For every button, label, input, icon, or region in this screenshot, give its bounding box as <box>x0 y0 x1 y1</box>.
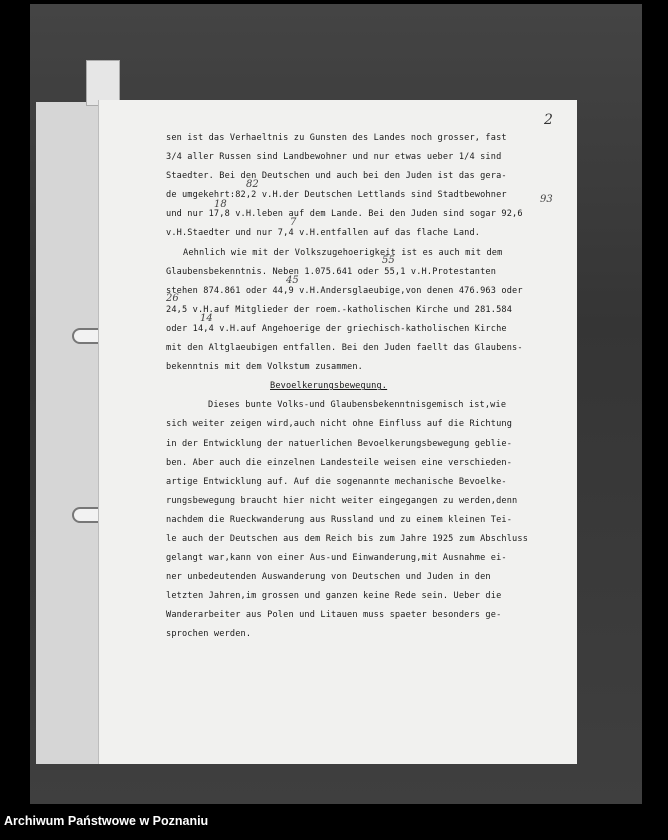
text-line: Staedter. Bei den Deutschen und auch bei den Juden ist das gera- <box>166 171 507 182</box>
text-line: mit den Altglaeubigen entfallen. Bei den Juden faellt das Glaubens- <box>166 343 523 354</box>
text-line: le auch der Deutschen aus dem Reich bis zum Jahre 1925 zum Abschluss <box>166 533 529 544</box>
handwritten-note: 26 <box>166 293 179 304</box>
text-line: rungsbewegung braucht hier nicht weiter eingegangen zu werden,denn <box>166 495 518 506</box>
text-line: und nur 17,8 v.H.leben auf dem Lande. Bei den Juden sind sogar 92,6 <box>166 209 523 220</box>
text-line: Wanderarbeiter aus Polen und Litauen muss spaeter besonders ge- <box>166 610 502 621</box>
text-line: nachdem die Rueckwanderung aus Russland und zu einem kleinen Tei- <box>166 514 513 525</box>
text-line: v.H.Staedter und nur 7,4 v.H.entfallen auf das flache Land. <box>166 228 481 239</box>
text-line: in der Entwicklung der natuerlichen Bevoelkerungsbewegung geblie- <box>166 438 513 449</box>
text-line: gelangt war,kann von einer Aus-und Einwanderung,mit Ausnahme ei- <box>166 553 507 564</box>
text-line: Aehnlich wie mit der Volkszugehoerigkeit ist es auch mit dem <box>183 247 503 258</box>
text-line: artige Entwicklung auf. Auf die sogenannte mechanische Bevoelke- <box>166 476 507 487</box>
text-line: sich weiter zeigen wird,auch nicht ohne Einfluss auf die Richtung <box>166 419 513 430</box>
handwritten-note: 18 <box>214 199 227 210</box>
text-line: ben. Aber auch die einzelnen Landesteile weisen eine verschieden- <box>166 457 513 468</box>
handwritten-note: 45 <box>286 275 299 286</box>
text-line: sprochen werden. <box>166 629 252 640</box>
handwritten-note: 7 <box>290 217 297 228</box>
document-body <box>166 129 576 645</box>
text-line: bekenntnis mit dem Volkstum zusammen. <box>166 362 363 373</box>
text-line: sen ist das Verhaeltnis zu Gunsten des Landes noch grosser, fast <box>166 133 507 143</box>
handwritten-note: 14 <box>200 313 213 324</box>
text-line: stehen 874.861 oder 44,9 v.H.Andersglaeubige,von denen 476.963 oder <box>166 285 523 296</box>
section-heading: Bevoelkerungsbewegung. <box>270 381 388 392</box>
text-line: 3/4 aller Russen sind Landbewohner und nur etwas ueber 1/4 sind <box>166 152 502 163</box>
text-line: Dieses bunte Volks-und Glaubensbekenntnisgemisch ist,wie <box>208 400 507 411</box>
text-line: Glaubensbekenntnis. Neben 1.075.641 oder 55,1 v.H.Protestanten <box>166 266 497 277</box>
text-line: 24,5 v.H.auf Mitglieder der roem.-katholischen Kirche und 281.584 <box>166 304 513 315</box>
handwritten-note: 82 <box>246 179 259 190</box>
text-line: oder 14,4 v.H.auf Angehoerige der griechisch-katholischen Kirche <box>166 323 507 334</box>
binder-strip <box>36 102 102 764</box>
text-line: ner unbedeutenden Auswanderung von Deutschen und Juden in den <box>166 572 491 583</box>
archive-label: Archiwum Państwowe w Poznaniu <box>4 814 209 828</box>
handwritten-note: 55 <box>382 255 395 266</box>
page-number: 2 <box>544 112 553 128</box>
text-line: de umgekehrt:82,2 v.H.der Deutschen Lettlands sind Stadtbewohner <box>166 190 507 201</box>
handwritten-note: 93 <box>540 194 553 205</box>
text-line: letzten Jahren,im grossen und ganzen keine Rede sein. Ueber die <box>166 591 502 602</box>
